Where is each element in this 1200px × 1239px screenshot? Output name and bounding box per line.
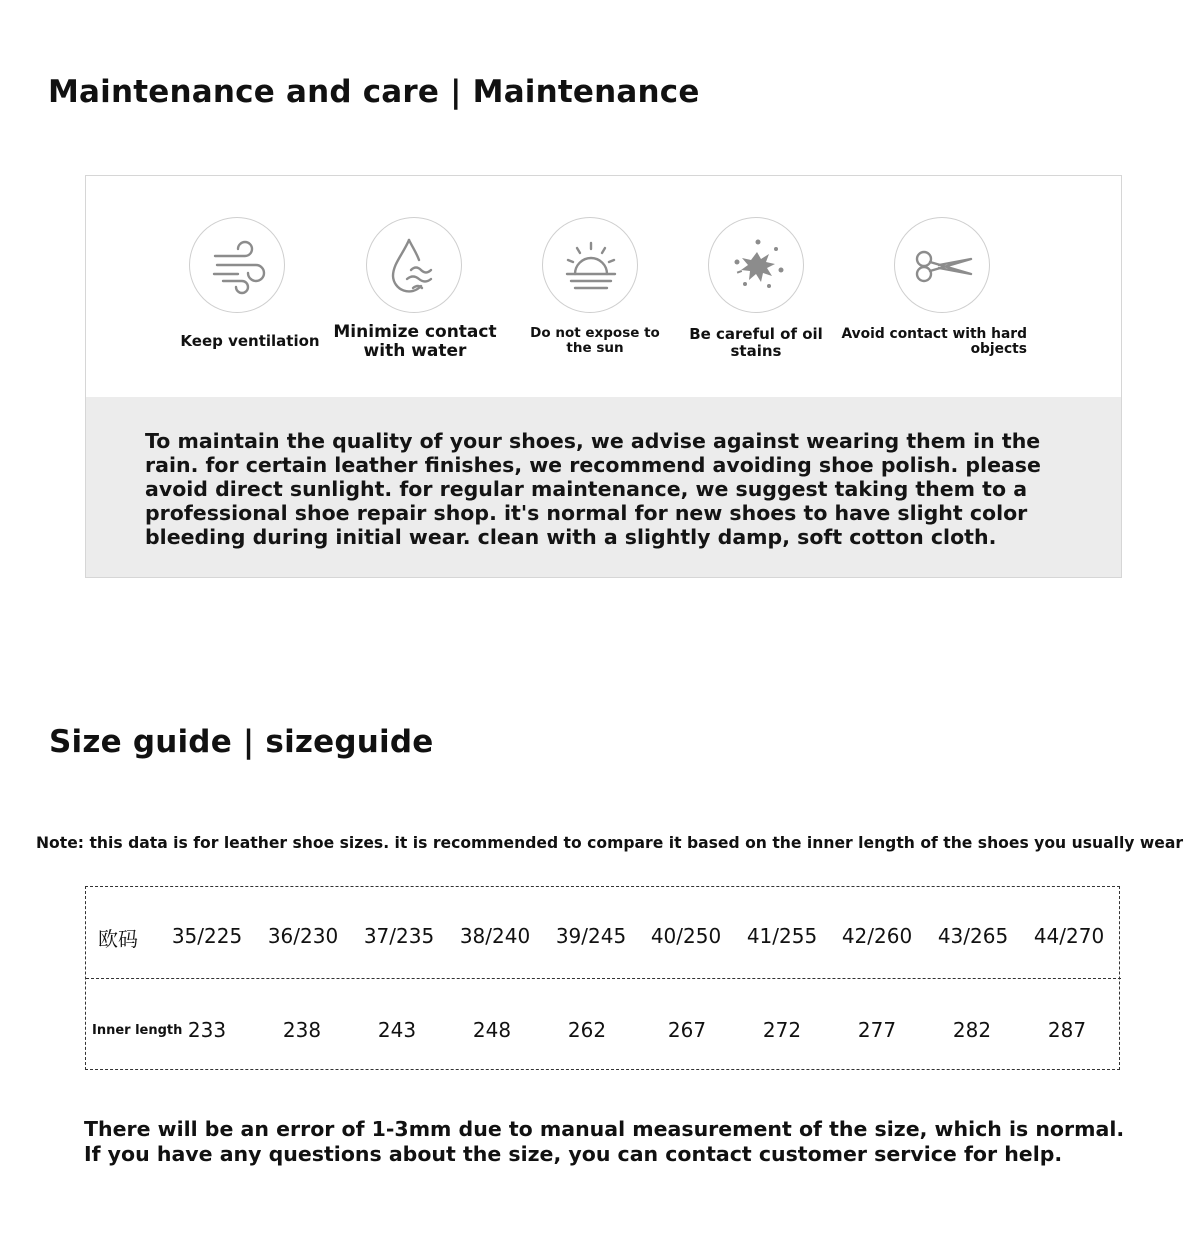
care-instructions-text: To maintain the quality of your shoes, we advise against wearing them in the rain. for certain leather finishes, we recommend avoiding shoe polish. please avoid direct sunlight. for regular maintenance, we suggest taking them to a professional shoe repair shop. it's normal for new shoes to have slight color bleeding during initial wear. clean with a slightly damp, soft cotton cloth. <box>145 429 1041 549</box>
inner-length-cell: 243 <box>377 1018 417 1042</box>
care-section-title: Maintenance and care | Maintenance <box>48 74 700 110</box>
size-cell: 36/230 <box>267 924 339 948</box>
size-cell: 38/240 <box>459 924 531 948</box>
sun-icon <box>542 217 638 313</box>
care-label-sun: Do not expose to the sun <box>530 325 660 356</box>
care-label-oil: Be careful of oil stains <box>689 325 823 360</box>
size-section-title: Size guide | sizeguide <box>49 724 434 760</box>
footer-line-contact: If you have any questions about the size, you can contact customer service for help. <box>84 1142 1063 1166</box>
care-label-ventilation: Keep ventilation <box>180 332 320 350</box>
care-label-hard-objects: Avoid contact with hard objects <box>841 326 1027 358</box>
inner-length-cell: 233 <box>187 1018 227 1042</box>
care-label-water: Minimize contact with water <box>333 322 497 361</box>
inner-length-cell: 248 <box>472 1018 512 1042</box>
inner-length-cell: 282 <box>952 1018 992 1042</box>
size-cell: 40/250 <box>650 924 722 948</box>
size-cell: 44/270 <box>1033 924 1105 948</box>
size-cell: 42/260 <box>841 924 913 948</box>
wind-icon <box>189 217 285 313</box>
size-footer-note <box>84 1117 1124 1167</box>
inner-length-cell: 277 <box>857 1018 897 1042</box>
oil-splash-icon <box>708 217 804 313</box>
inner-length-cell: 267 <box>667 1018 707 1042</box>
eu-size-row-label: 欧码 <box>98 927 138 951</box>
inner-length-cell: 238 <box>282 1018 322 1042</box>
footer-line-error: There will be an error of 1-3mm due to manual measurement of the size, which is normal. <box>84 1117 1125 1141</box>
care-text-band <box>86 397 1121 577</box>
inner-length-cell: 262 <box>567 1018 607 1042</box>
size-note: Note: this data is for leather shoe sizes. it is recommended to compare it based on the inner length of the shoes you usually wear <box>36 834 1184 852</box>
inner-length-cell: 287 <box>1047 1018 1087 1042</box>
size-cell: 41/255 <box>746 924 818 948</box>
care-panel <box>85 175 1122 578</box>
size-cell: 39/245 <box>555 924 627 948</box>
size-table <box>85 886 1120 1070</box>
size-cell: 35/225 <box>171 924 243 948</box>
size-cell: 43/265 <box>937 924 1009 948</box>
inner-length-cell: 272 <box>762 1018 802 1042</box>
inner-length-row-label: Inner length <box>92 1023 183 1038</box>
size-cell: 37/235 <box>363 924 435 948</box>
scissors-icon <box>894 217 990 313</box>
water-drop-icon <box>366 217 462 313</box>
row-divider <box>86 978 1121 979</box>
